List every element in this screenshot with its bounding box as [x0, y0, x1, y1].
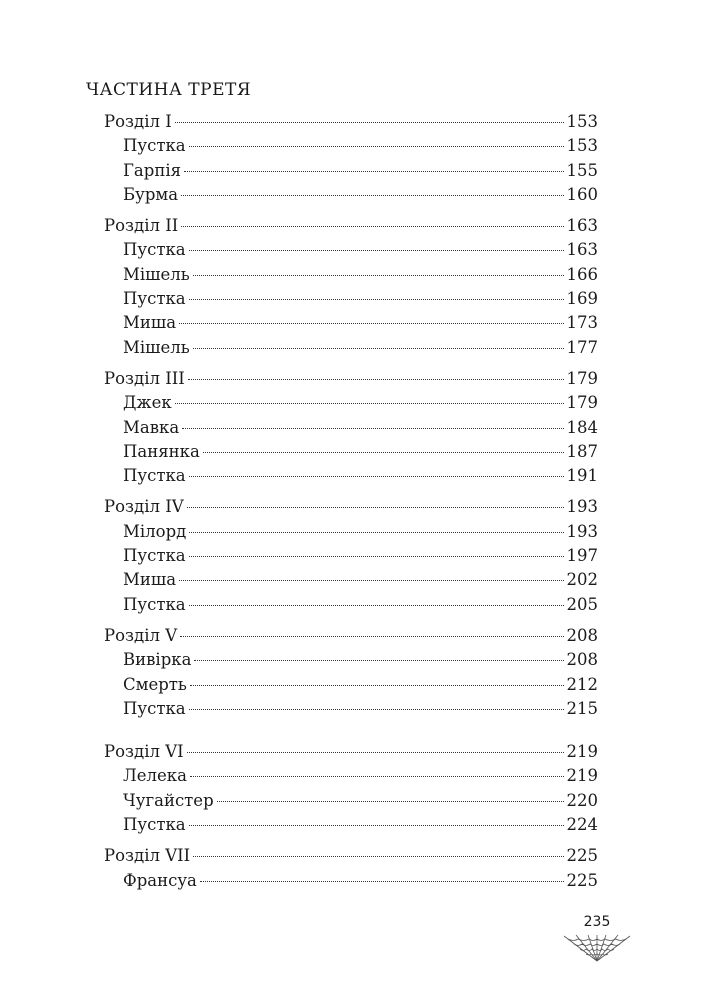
- toc-section: [104, 624, 598, 721]
- dot-leader: [217, 801, 564, 802]
- entry-title: Пустка: [123, 594, 186, 614]
- page-ref: 166: [566, 264, 598, 284]
- page-ref: 219: [566, 742, 598, 762]
- dot-leader: [175, 403, 564, 404]
- dot-leader: [179, 323, 563, 324]
- page-ref: 184: [566, 417, 598, 437]
- toc-entry[interactable]: [104, 789, 598, 813]
- dot-leader: [189, 299, 564, 300]
- entry-title: Мішель: [123, 337, 190, 357]
- entry-title: Пустка: [123, 136, 186, 156]
- chapter-title: Розділ ІІІ: [104, 368, 185, 388]
- page-ref: 155: [566, 160, 598, 180]
- dot-leader: [188, 379, 564, 380]
- entry-title: Пустка: [123, 466, 186, 486]
- dot-leader: [189, 605, 564, 606]
- toc-entry[interactable]: [104, 464, 598, 488]
- dot-leader: [193, 275, 564, 276]
- toc-entry[interactable]: [104, 544, 598, 568]
- entry-title: Пустка: [123, 546, 186, 566]
- toc-entry[interactable]: [104, 869, 598, 893]
- dot-leader: [189, 709, 564, 710]
- dot-leader: [179, 580, 563, 581]
- dot-leader: [187, 752, 564, 753]
- toc-entry[interactable]: [104, 391, 598, 415]
- page-ref: 179: [566, 393, 598, 413]
- entry-title: Пустка: [123, 289, 186, 309]
- toc-entry[interactable]: [104, 697, 598, 721]
- page-ref: 202: [566, 570, 598, 590]
- entry-title: Миша: [123, 570, 177, 590]
- toc-entry[interactable]: [104, 159, 598, 183]
- page-ref: 224: [566, 815, 598, 835]
- entry-title: Пустка: [123, 698, 186, 718]
- entry-title: Чугайстер: [123, 790, 214, 810]
- entry-title: Бурма: [123, 184, 179, 204]
- entry-title: Мішель: [123, 264, 190, 284]
- toc-entry[interactable]: [104, 263, 598, 287]
- spider-web-icon: [562, 933, 632, 963]
- toc-entry[interactable]: [104, 134, 598, 158]
- page-ref: 169: [566, 289, 598, 309]
- page-ref: 225: [566, 846, 598, 866]
- dot-leader: [175, 122, 564, 123]
- toc-entry[interactable]: [104, 764, 598, 788]
- page-ref: 225: [566, 870, 598, 890]
- toc-entry[interactable]: [104, 287, 598, 311]
- dot-leader: [189, 476, 564, 477]
- toc-entry[interactable]: [104, 520, 598, 544]
- table-of-contents: [104, 110, 598, 900]
- dot-leader: [193, 348, 564, 349]
- toc-section: [104, 495, 598, 616]
- dot-leader: [189, 146, 564, 147]
- page-ref: 153: [566, 136, 598, 156]
- toc-entry[interactable]: [104, 440, 598, 464]
- page-ref: 153: [566, 112, 598, 131]
- entry-title: Джек: [123, 393, 172, 413]
- entry-title: Вивірка: [123, 650, 192, 670]
- dot-leader: [181, 195, 563, 196]
- page-ref: 187: [566, 441, 598, 461]
- entry-title: Пустка: [123, 815, 186, 835]
- toc-chapter[interactable]: [104, 110, 598, 134]
- entry-title: Смерть: [123, 674, 187, 694]
- entry-title: Лелека: [123, 766, 187, 786]
- dot-leader: [182, 428, 563, 429]
- page-ref: 177: [566, 337, 598, 357]
- page-ref: 212: [566, 674, 598, 694]
- part-title: ЧАСТИНА ТРЕТЯ: [86, 80, 252, 100]
- toc-entry[interactable]: [104, 336, 598, 360]
- dot-leader: [193, 856, 563, 857]
- toc-entry[interactable]: [104, 416, 598, 440]
- toc-section: [104, 214, 598, 360]
- entry-title: Панянка: [123, 441, 200, 461]
- page-ref: 173: [566, 313, 598, 333]
- dot-leader: [180, 636, 563, 637]
- entry-title: Миша: [123, 313, 177, 333]
- toc-entry[interactable]: [104, 593, 598, 617]
- dot-leader: [184, 171, 563, 172]
- page-ref: 193: [566, 497, 598, 517]
- chapter-title: Розділ VI: [104, 742, 184, 762]
- page-ref: 163: [566, 216, 598, 236]
- toc-chapter[interactable]: [104, 624, 598, 648]
- page-ref: 160: [566, 184, 598, 204]
- toc-chapter[interactable]: [104, 740, 598, 764]
- page-ref: 193: [566, 521, 598, 541]
- toc-chapter[interactable]: [104, 844, 598, 868]
- chapter-title: Розділ ІІ: [104, 216, 179, 236]
- page-number: 235: [583, 914, 611, 930]
- dot-leader: [194, 660, 563, 661]
- entry-title: Мілорд: [123, 521, 187, 541]
- page-ref: 179: [566, 368, 598, 388]
- dot-leader: [200, 881, 564, 882]
- page-ref: 219: [566, 766, 598, 786]
- toc-section: [104, 844, 598, 893]
- dot-leader: [189, 825, 564, 826]
- page-ref: 191: [566, 466, 598, 486]
- page-ref: 215: [566, 698, 598, 718]
- page-ref: 205: [566, 594, 598, 614]
- dot-leader: [189, 532, 563, 533]
- page-ref: 197: [566, 546, 598, 566]
- dot-leader: [203, 452, 564, 453]
- dot-leader: [187, 507, 564, 508]
- toc-entry[interactable]: [104, 673, 598, 697]
- toc-chapter[interactable]: [104, 367, 598, 391]
- chapter-title: Розділ IV: [104, 497, 184, 517]
- dot-leader: [190, 685, 564, 686]
- toc-section: [104, 110, 598, 207]
- entry-title: Франсуа: [123, 870, 197, 890]
- chapter-title: Розділ V: [104, 625, 178, 645]
- toc-chapter[interactable]: [104, 214, 598, 238]
- dot-leader: [181, 226, 563, 227]
- page-ref: 208: [566, 650, 598, 670]
- dot-leader: [189, 250, 564, 251]
- page-ref: 220: [566, 790, 598, 810]
- page-ref: 208: [566, 625, 598, 645]
- dot-leader: [190, 776, 564, 777]
- toc-entry[interactable]: [104, 568, 598, 592]
- entry-title: Пустка: [123, 240, 186, 260]
- toc-chapter[interactable]: [104, 495, 598, 519]
- toc-entry[interactable]: [104, 648, 598, 672]
- toc-section: [104, 740, 598, 837]
- entry-title: Мавка: [123, 417, 180, 437]
- page-ref: 163: [566, 240, 598, 260]
- toc-entry[interactable]: [104, 183, 598, 207]
- toc-entry[interactable]: [104, 238, 598, 262]
- chapter-title: Розділ І: [104, 112, 172, 131]
- toc-entry[interactable]: [104, 813, 598, 837]
- toc-section: [104, 367, 598, 488]
- toc-entry[interactable]: [104, 311, 598, 335]
- dot-leader: [189, 556, 564, 557]
- entry-title: Гарпія: [123, 160, 182, 180]
- chapter-title: Розділ VII: [104, 846, 191, 866]
